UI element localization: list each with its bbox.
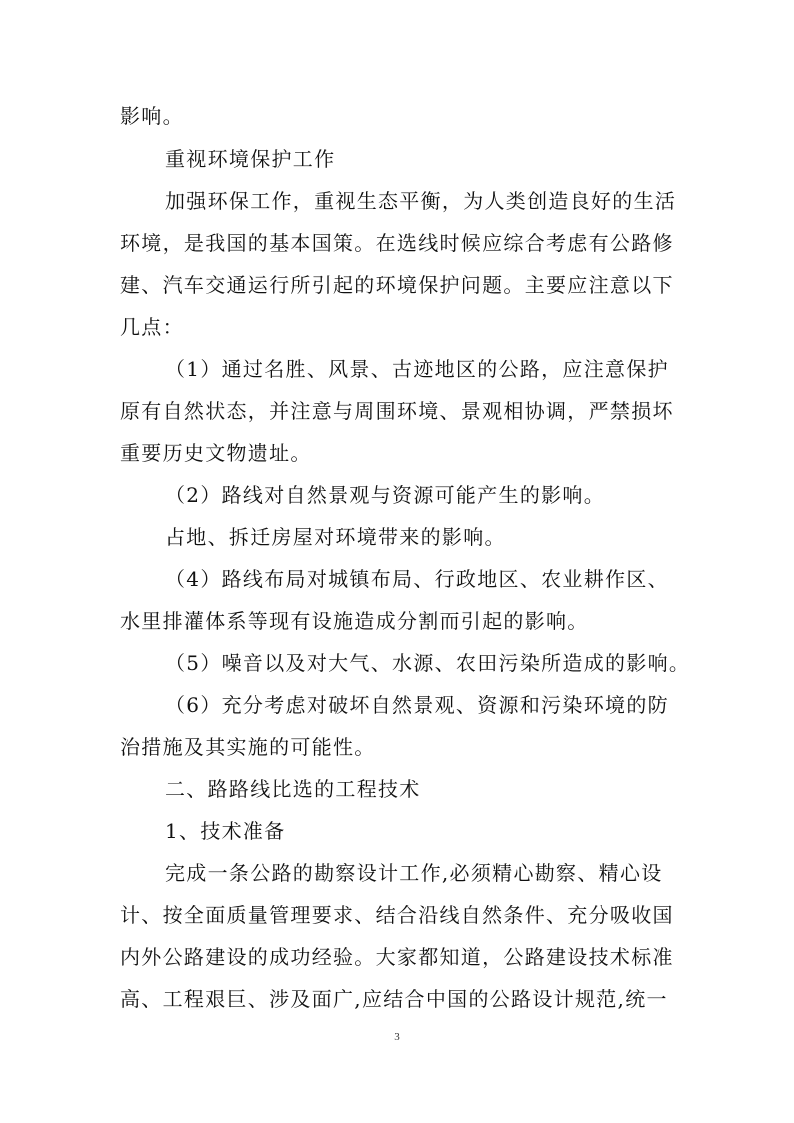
text-line: 内外公路建设的成功经验。大家都知道，公路建设技术标准 bbox=[120, 945, 674, 969]
list-item: （5）噪音以及对大气、水源、农田污染所造成的影响。 bbox=[165, 651, 691, 675]
text-line: 占地、拆迁房屋对环境带来的影响。 bbox=[165, 525, 506, 549]
list-item: （6）充分考虑对破坏自然景观、资源和污染环境的防 bbox=[165, 693, 669, 717]
text-line: 原有自然状态，并注意与周围环境、景观相协调，严禁损坏 bbox=[120, 399, 674, 423]
text-line: 几点： bbox=[120, 315, 184, 339]
text-line: 完成一条公路的勘察设计工作,必须精心勘察、精心设 bbox=[165, 861, 663, 885]
section-heading: 二、路路线比选的工程技术 bbox=[165, 777, 421, 801]
list-item: （1）通过名胜、风景、古迹地区的公路，应注意保护 bbox=[165, 357, 669, 381]
text-line: 治措施及其实施的可能性。 bbox=[120, 735, 376, 759]
text-line: 高、工程艰巨、涉及面广,应结合中国的公路设计规范,统一 bbox=[120, 987, 668, 1011]
text-line: 水里排灌体系等现有设施造成分割而引起的影响。 bbox=[120, 609, 589, 633]
text-line: 环境，是我国的基本国策。在选线时候应综合考虑有公路修 bbox=[120, 231, 674, 255]
section-heading: 重视环境保护工作 bbox=[165, 147, 336, 171]
page-number: 3 bbox=[394, 1031, 400, 1043]
text-line: 影响。 bbox=[120, 104, 184, 128]
list-item: （4）路线布局对城镇布局、行政地区、农业耕作区、 bbox=[165, 567, 669, 591]
text-line: 加强环保工作，重视生态平衡，为人类创造良好的生活 bbox=[165, 189, 677, 213]
text-line: 计、按全面质量管理要求、结合沿线自然条件、充分吸收国 bbox=[120, 903, 674, 927]
text-line: 建、汽车交通运行所引起的环境保护问题。主要应注意以下 bbox=[120, 273, 674, 297]
text-line: 重要历史文物遗址。 bbox=[120, 441, 312, 465]
section-heading: 1、技术准备 bbox=[165, 819, 286, 843]
list-item: （2）路线对自然景观与资源可能产生的影响。 bbox=[165, 483, 606, 507]
